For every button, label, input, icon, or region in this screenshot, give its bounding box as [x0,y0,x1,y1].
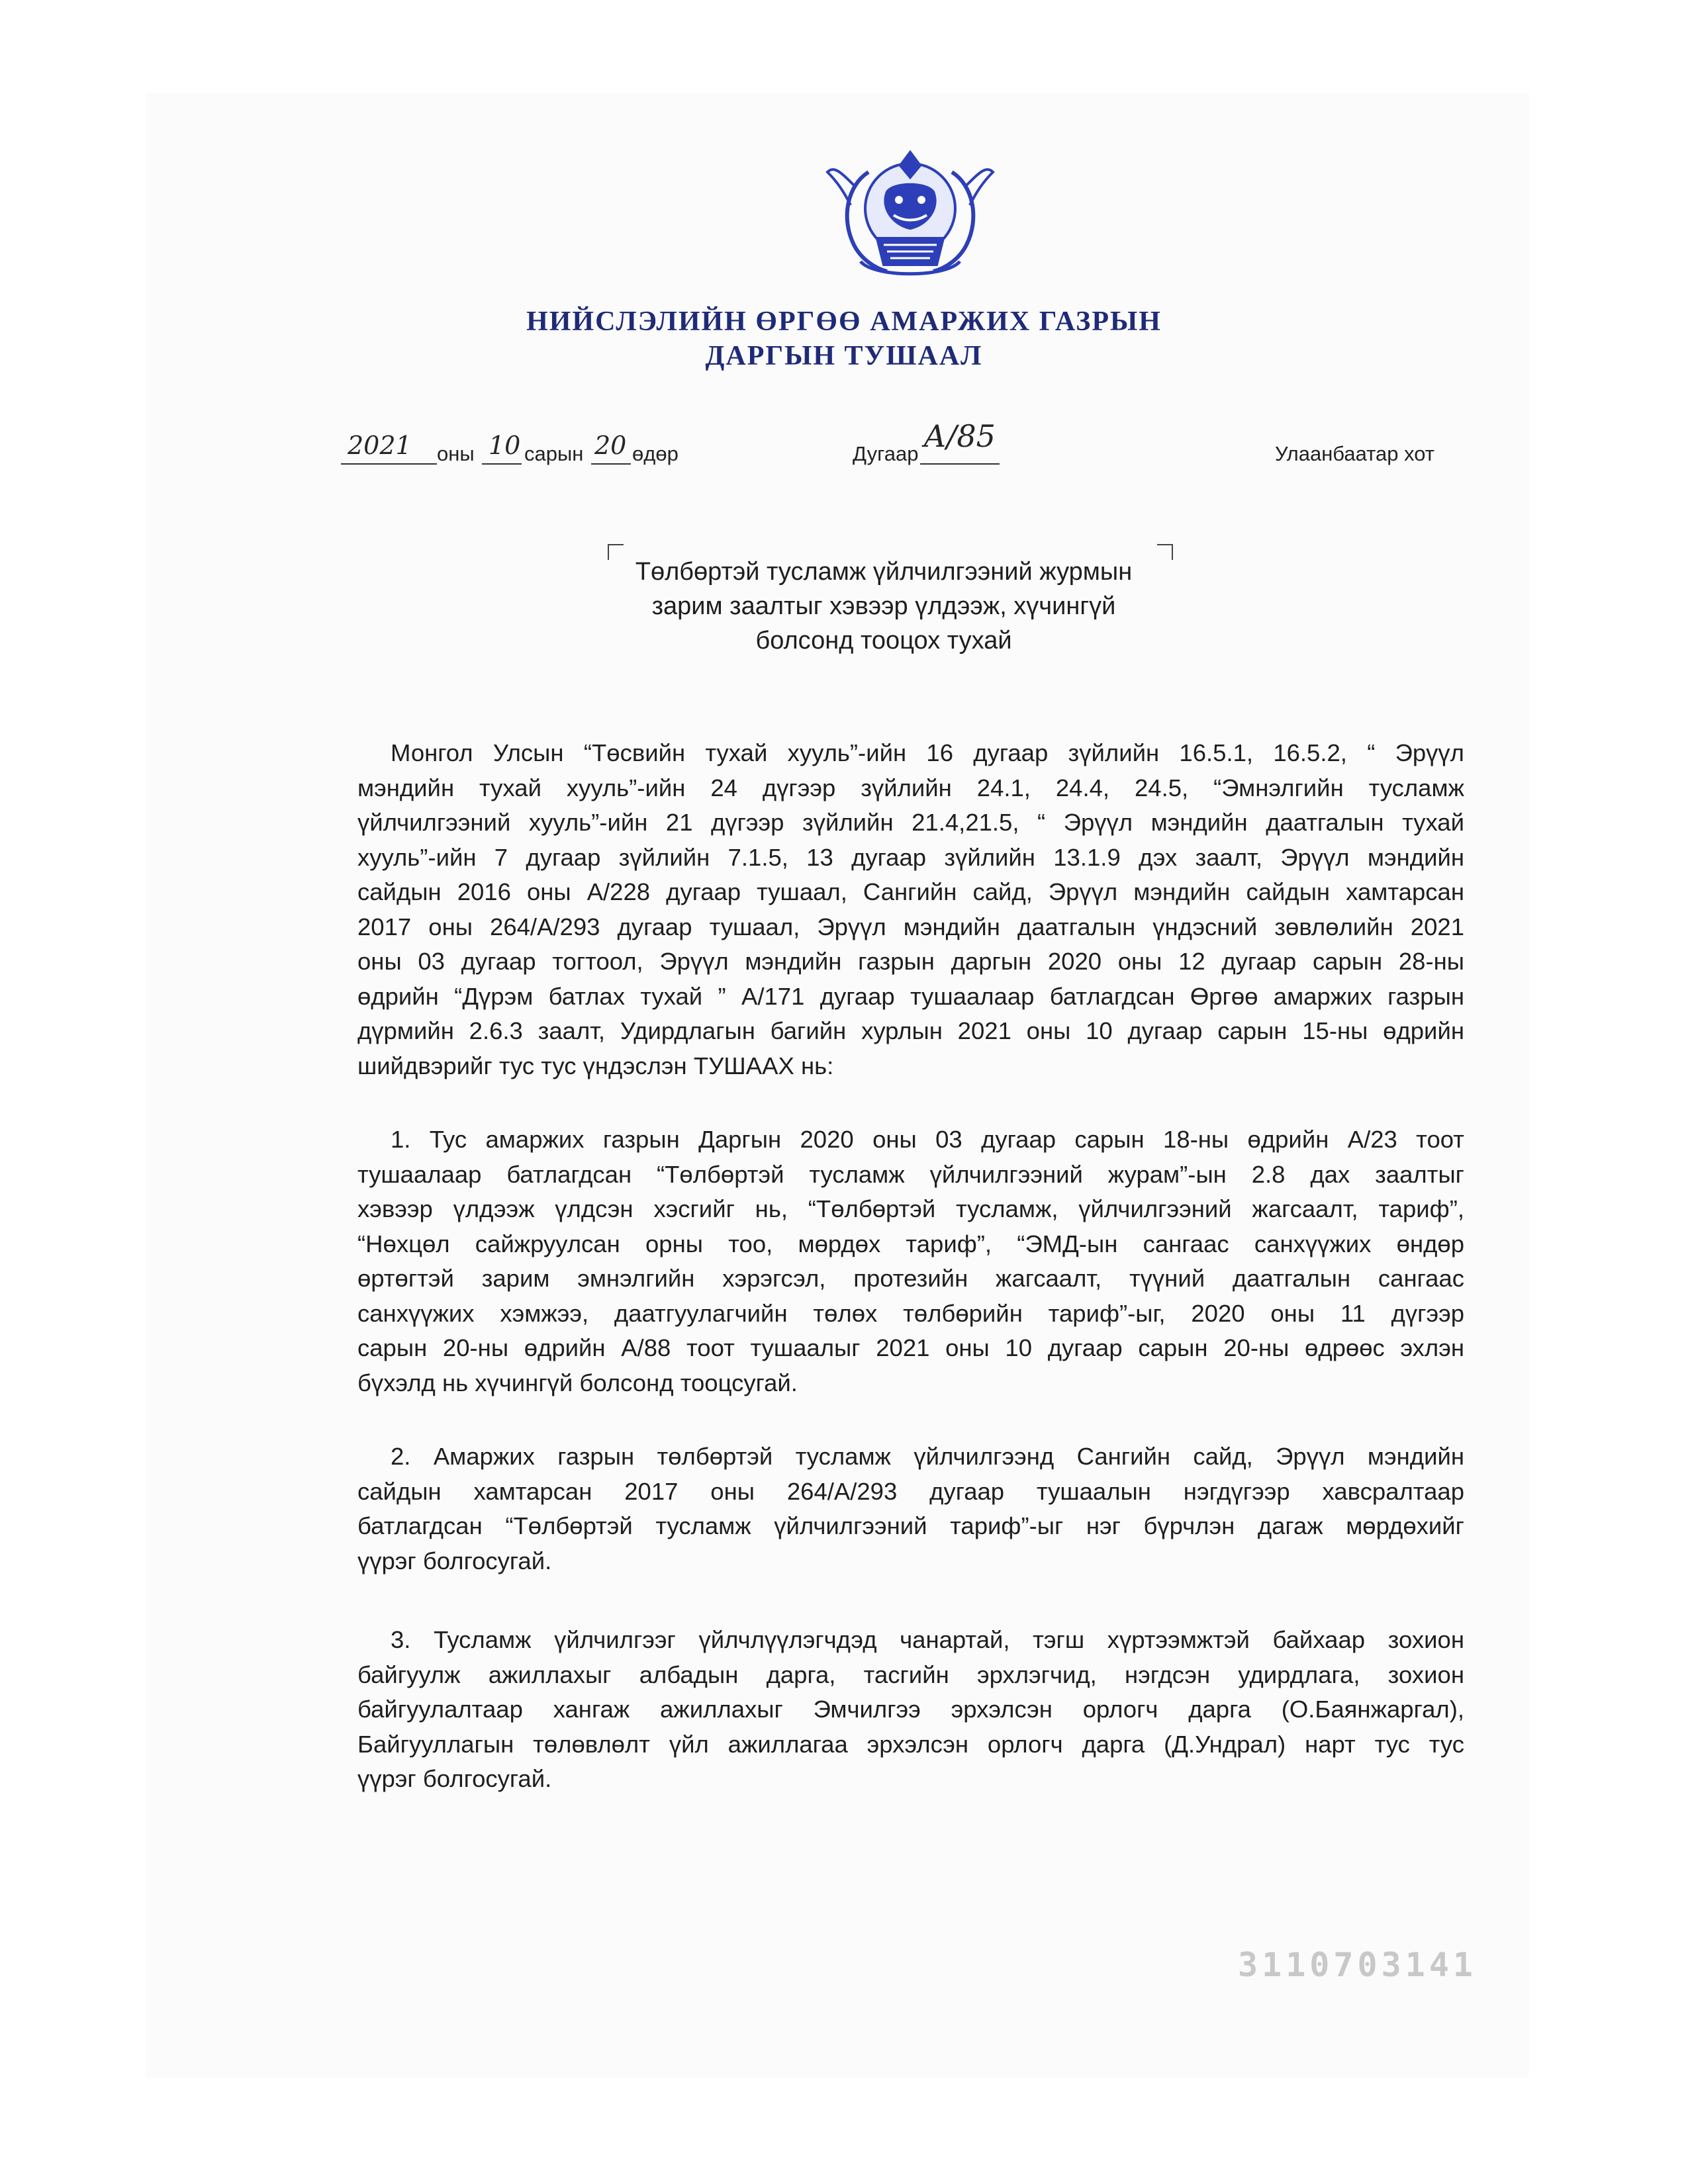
item-line: тушаалаар батлагдсан “Төлбөртэй тусламж үйлчилгээний журам”-ын 2.8 дах заалтыг [357,1160,1464,1188]
item-line: байгуулж ажиллахыг албадын дарга, тасгийн эрхлэгчид, нэгдсэн удирдлага, зохион [357,1661,1464,1688]
item-line: Байгууллагын төлөвлөлт үйл ажиллагаа эрхэлсэн орлогч дарга (Д.Ундрал) нарт тус тус [357,1730,1464,1758]
date-month: 10 [489,431,521,460]
item-line: өртөгтэй зарим эмнэлгийн хэрэгсэл, протезийн жагсаалт, түүний даатгалын сангаас [357,1265,1464,1292]
item-line: сайдын хамтарсан 2017 оны 264/А/293 дугаар тушаалын нэгдүгээр хавсралтаар [357,1477,1464,1505]
preamble-line: үйлчилгээний хууль”-ийн 21 дүгээр зүйлийн 21.4,21.5, “ Эрүүл мэндийн даатгалын тухай [357,809,1464,836]
item-line: үүрэг болгосугай. [357,1765,552,1792]
item-line: 3. Тусламж үйлчилгээг үйлчлүүлэгчдэд чанартай, тэгш хүртээмжтэй байхаар зохион [391,1626,1464,1653]
order-type-title: ДАРГЫН ТУШААЛ [705,341,983,371]
place-label: Улаанбаатар хот [1275,442,1435,465]
preamble-line: 2017 оны 264/А/293 дугаар тушаал, Эрүүл мэндийн даатгалын үндэсний зөвлөлийн 2021 [357,913,1464,940]
item-line: байгуулалтаар хангаж ажиллахыг Эмчилгээ эрхэлсэн орлогч дарга (О.Баянжаргал), [357,1696,1464,1723]
date-month-suffix: сарын [524,442,584,465]
date-day-suffix: өдөр [632,442,679,465]
preamble-line: Монгол Улсын “Төсвийн тухай хууль”-ийн 16 дугаар зүйлийн 16.5.1, 16.5.2, “ Эрүүл [391,739,1464,766]
item-line: 1. Тус амаржих газрын Даргын 2020 оны 03 дугаар сарын 18-ны өдрийн А/23 тоот [391,1126,1464,1153]
subject-line: Төлбөртэй тусламж үйлчилгээний журмын [635,558,1133,586]
item-line: сарын 20-ны өдрийн А/88 тоот тушаалыг 2021 оны 10 дугаар сарын 20-ны өдрөөс эхлэн [357,1334,1464,1361]
preamble-line: оны 03 дугаар тогтоол, Эрүүл мэндийн газрын даргын 2020 оны 12 дугаар сарын 28-ны [357,948,1464,975]
preamble-paragraph [357,736,1464,1083]
date-year-suffix: оны [437,442,475,465]
subject-line: зарим заалтыг хэвээр үлдээж, хүчингүй [651,592,1116,620]
item-line: 2. Амаржих газрын төлбөртэй тусламж үйлчилгээнд Сангийн сайд, Эрүүл мэндийн [391,1443,1464,1470]
order-subject [583,555,1185,658]
item-line: үүрэг болгосугай. [357,1547,552,1574]
order-item-1 [357,1122,1464,1400]
order-item-2 [357,1439,1464,1578]
preamble-line: шийдвэрийг тус тус үндэслэн ТУШААХ нь: [357,1052,834,1079]
preamble-line: өдрийн “Дүрэм батлах тухай ” А/171 дугаар тушаалаар батлагдсан Өргөө амаржих газрын [357,982,1464,1010]
organization-title: НИЙСЛЭЛИЙН ӨРГӨӨ АМАРЖИХ ГАЗРЫН [526,306,1162,337]
preamble-line: дүрмийн 2.6.3 заалт, Удирдлагын багийн хурлын 2021 оны 10 дугаар сарын 15-ны өдрийн [357,1017,1464,1044]
date-year-underline [341,463,437,465]
item-line: батлагдсан “Төлбөртэй тусламж үйлчилгээний тариф”-ыг нэг бүрчлэн дагаж мөрдөхийг [357,1512,1464,1539]
date-day-underline [591,463,631,465]
date-day: 20 [594,431,627,460]
state-emblem-icon [814,146,1006,285]
item-line: хэвээр үлдээж үлдсэн хэсгийг нь, “Төлбөртэй тусламж, үйлчилгээний жагсаалт, тариф”, [357,1195,1464,1222]
order-item-3 [357,1623,1464,1797]
date-month-underline [482,463,522,465]
order-number: А/85 [923,418,996,454]
subject-line: болсонд тооцох тухай [755,627,1012,655]
preamble-line: хууль”-ийн 7 дугаар зүйлийн 7.1.5, 13 дугаар зүйлийн 13.1.9 дэх заалт, Эрүүл мэндийн [357,843,1464,871]
document-serial-number: 3110703141 [1238,1946,1477,1984]
date-year: 2021 [348,431,412,460]
preamble-line: сайдын 2016 оны А/228 дугаар тушаал, Сангийн сайд, Эрүүл мэндийн сайдын хамтарсан [357,878,1464,905]
preamble-line: мэндийн тухай хууль”-ийн 24 дүгээр зүйлийн 24.1, 24.4, 24.5, “Эмнэлгийн тусламж [357,774,1464,801]
item-line: “Нөхцөл сайжруулсан орны тоо, мөрдөх тариф”, “ЭМД-ын сангаас санхүүжих өндөр [357,1230,1464,1257]
item-line: санхүүжих хэмжээ, даатгуулагчийн төлөх төлбөрийн тариф”-ыг, 2020 оны 11 дүгээр [357,1299,1464,1327]
item-line: бүхэлд нь хүчингүй болсонд тооцсугай. [357,1369,798,1396]
order-number-underline [920,463,1000,465]
order-number-label: Дугаар [853,442,919,465]
